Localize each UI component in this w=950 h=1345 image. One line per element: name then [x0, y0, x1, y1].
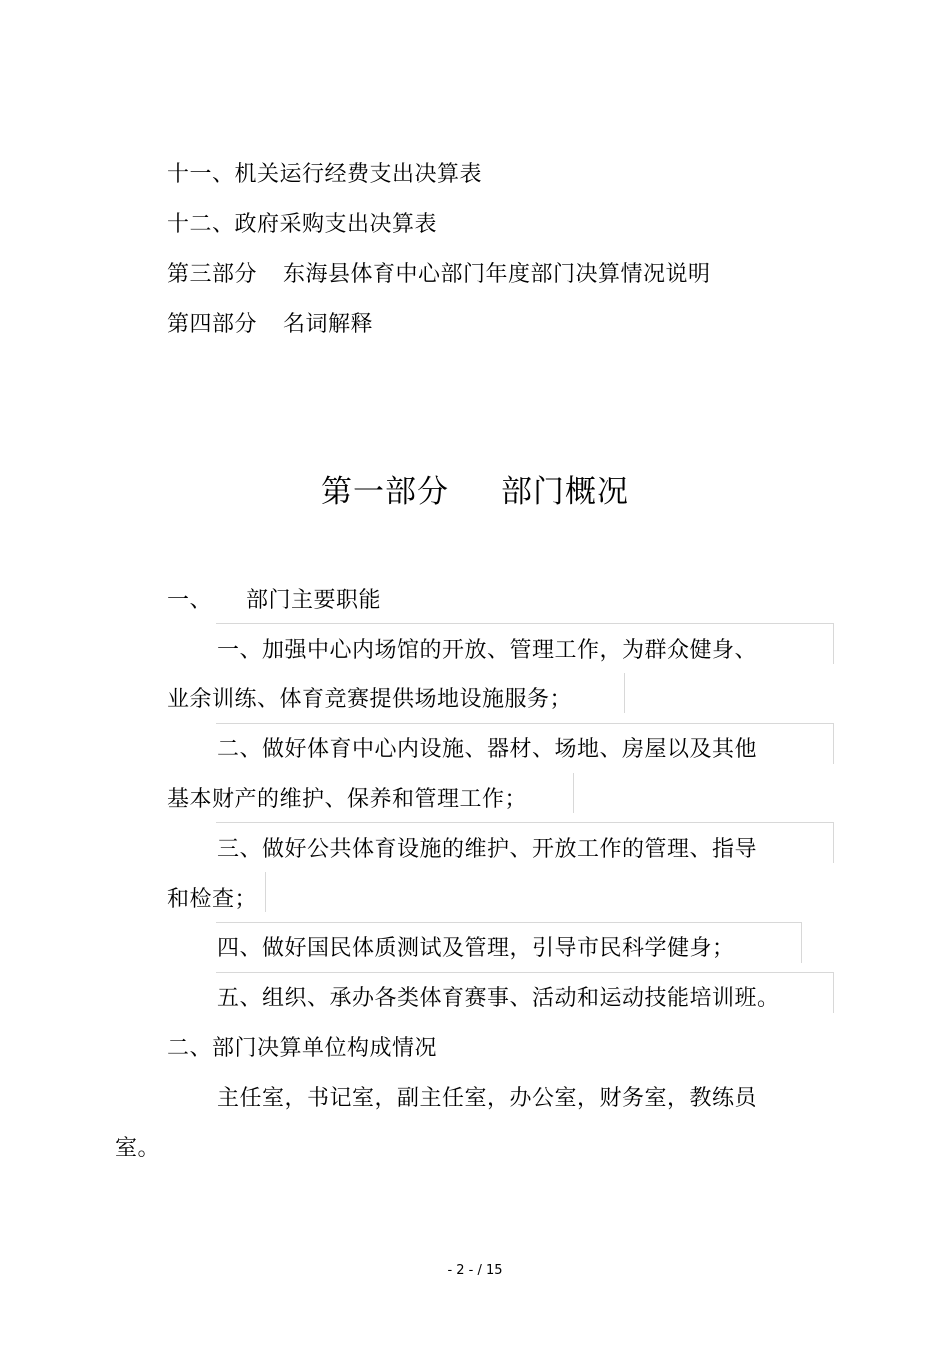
duty-item-3-line1: 三、做好公共体育设施的维护、开放工作的管理、指导	[217, 837, 758, 862]
toc-part3-text: 东海县体育中心部门年度部门决算情况说明	[283, 262, 711, 287]
toc-part4-text: 名词解释	[283, 312, 374, 337]
duty-item-1-line1: 一、加强中心内场馆的开放、管理工作，为群众健身、	[217, 638, 758, 663]
duty-item-2-line2: 基本财产的维护、保养和管理工作；	[167, 787, 528, 812]
part2-line2: 室。	[115, 1136, 161, 1161]
toc-item-part3	[167, 260, 711, 290]
part2-line1: 主任室，书记室，副主任室，办公室，财务室，教练员	[217, 1086, 758, 1111]
section-name: 部门概况	[501, 474, 629, 510]
part2-heading: 二、部门决算单位构成情况	[167, 1036, 438, 1061]
toc-part4-label: 第四部分	[167, 312, 258, 337]
toc-item-part4	[167, 310, 373, 340]
duty-item-2-line1: 二、做好体育中心内设施、器材、场地、房屋以及其他	[217, 737, 758, 762]
toc-item-12: 十二、政府采购支出决算表	[167, 212, 438, 237]
duty-item-5: 五、组织、承办各类体育赛事、活动和运动技能培训班。	[217, 986, 780, 1011]
part1-heading-text: 部门主要职能	[246, 588, 382, 613]
toc-part3-label: 第三部分	[167, 262, 258, 287]
section-label: 第一部分	[321, 474, 449, 510]
duty-item-3-line2: 和检查；	[167, 887, 258, 912]
section-title	[0, 472, 950, 512]
part1-num: 一、	[167, 588, 213, 613]
duty-item-4: 四、做好国民体质测试及管理，引导市民科学健身；	[217, 936, 735, 961]
duty-item-1-line2: 业余训练、体育竞赛提供场地设施服务；	[167, 687, 573, 712]
toc-item-11: 十一、机关运行经费支出决算表	[167, 162, 483, 187]
part1-heading	[167, 586, 381, 616]
page-number: - 2 - / 15	[447, 1263, 503, 1278]
